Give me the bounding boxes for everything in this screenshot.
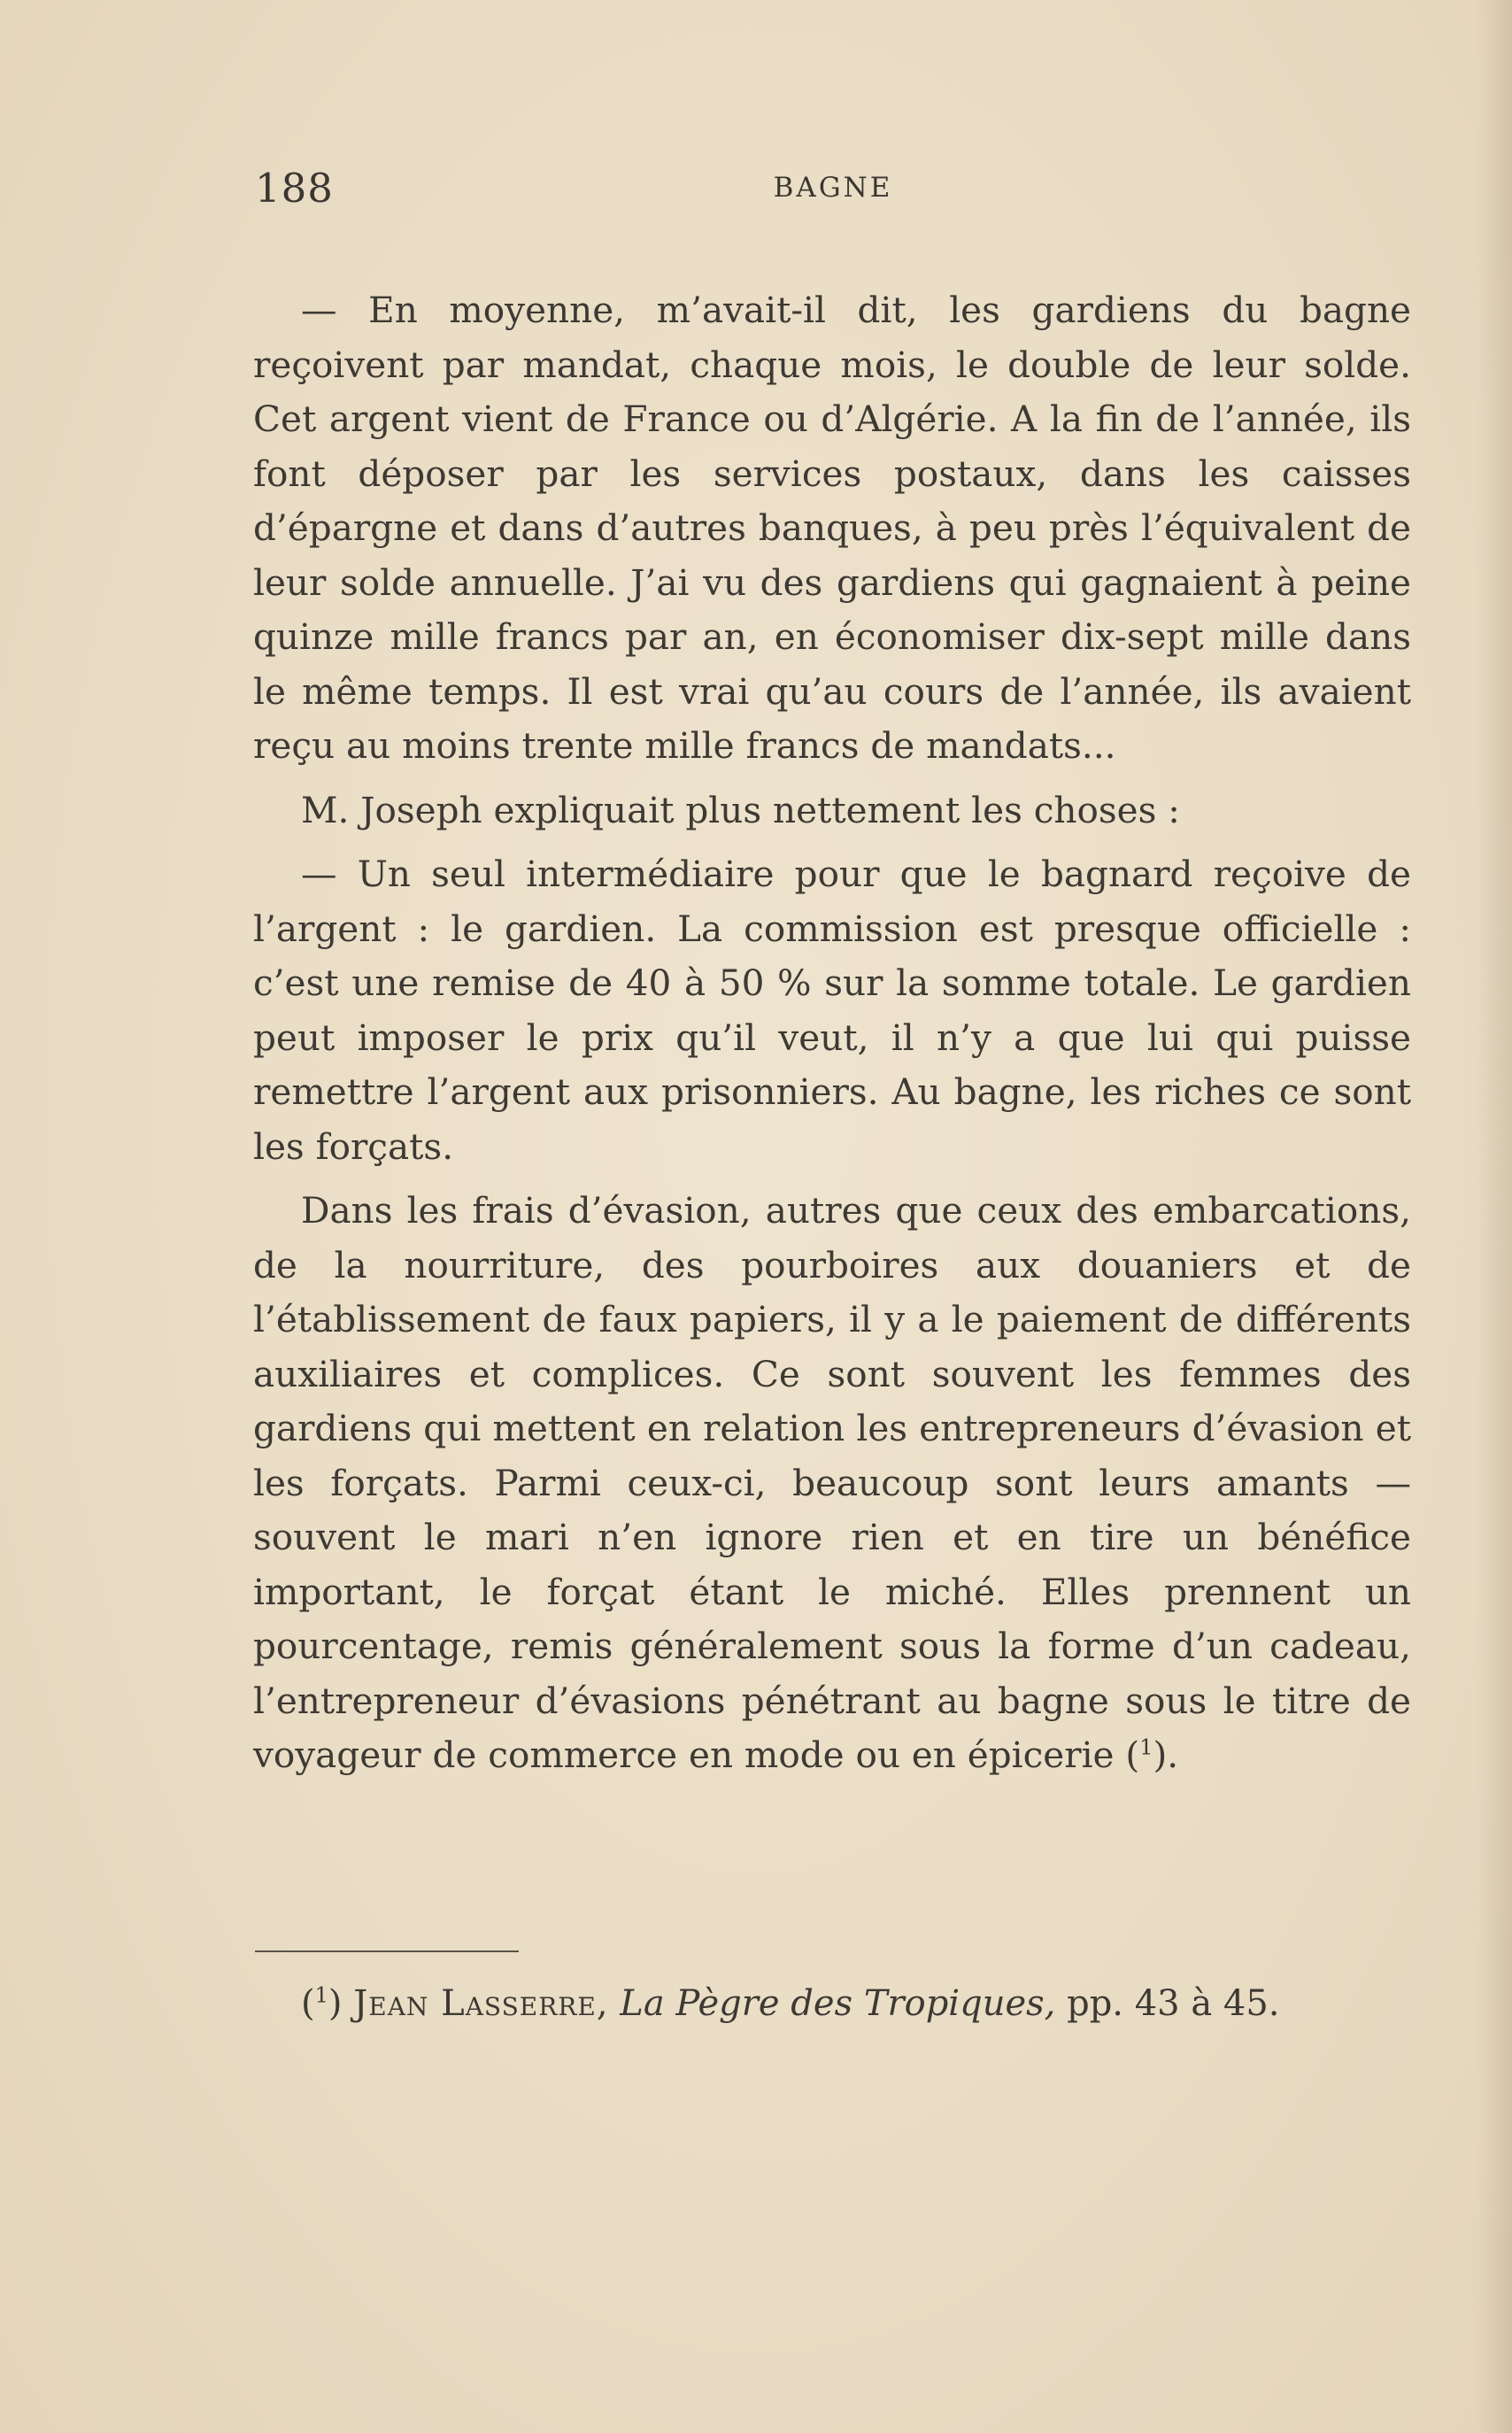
paragraph-4 (253, 1184, 1411, 1783)
paragraph-4-text: Dans les frais d’évasion, autres que ceux des embarcations, de la nourriture, des pourboires aux douaniers et de l’établissement de faux papiers, il y a le paiement de différents auxiliaires et complices. Ce sont souvent les femmes des gardiens qui mettent en relation les entrepreneurs d’évasion et les forçats. Parmi ceux-ci, beaucoup sont leurs amants — souvent le mari n’en ignore rien et en tire un bénéfice important, le forçat étant le miché. Elles prennent un pourcentage, remis généralement sous la forme d’un cadeau, l’entrepreneur d’évasions pénétrant au bagne sous le titre de voyageur de commerce en mode ou en épicerie (253, 1189, 1411, 1776)
page-number: 188 (255, 165, 334, 212)
page-header (255, 165, 1411, 218)
footnote-number: 1 (314, 1982, 328, 2008)
note-call-open: ( (1114, 1734, 1140, 1776)
footnote-close: ) (328, 1983, 343, 2024)
footnote-pages: pp. 43 à 45. (1067, 1983, 1280, 2024)
footnote (253, 1977, 1406, 2031)
footnote-open: ( (301, 1983, 315, 2024)
paragraph-1: — En moyenne, m’avait-il dit, les gardiens du bagne reçoivent par mandat, chaque mois, le double de leur solde. Cet argent vient de France ou d’Algérie. A la fin de l’année, ils font déposer par les services postaux, dans les caisses d’épargne et dans d’autres banques, à peu près l’équivalent de leur solde annuelle. J’ai vu des gardiens qui gagnaient à peine quinze mille francs par an, en économiser dix-sept mille dans le même temps. Il est vrai qu’au cours de l’année, ils avaient reçu au moins trente mille francs de mandats... (253, 289, 1411, 767)
footnote-divider (255, 1950, 519, 1952)
footnote-title: La Pègre des Tropiques, (620, 1983, 1056, 2024)
paragraph-3: — Un seul intermédiaire pour que le bagnard reçoive de l’argent : le gardien. La commission est presque officielle : c’est une remise de 40 à 50 % sur la somme totale. Le gardien peut imposer le prix qu’il veut, il n’y a que lui qui puisse remettre l’argent aux prisonniers. Au bagne, les riches ce sont les forçats. (253, 853, 1411, 1168)
paragraph-2: M. Joseph expliquait plus nettement les choses : (301, 788, 1180, 831)
note-call-number: 1 (1139, 1734, 1153, 1760)
body-text (253, 283, 1411, 1793)
footnote-author: Jean Lasserre, (353, 1983, 609, 2024)
note-call-close: ). (1153, 1734, 1179, 1776)
running-head: BAGNE (773, 172, 893, 204)
page-edge-shadow (1477, 0, 1512, 2433)
